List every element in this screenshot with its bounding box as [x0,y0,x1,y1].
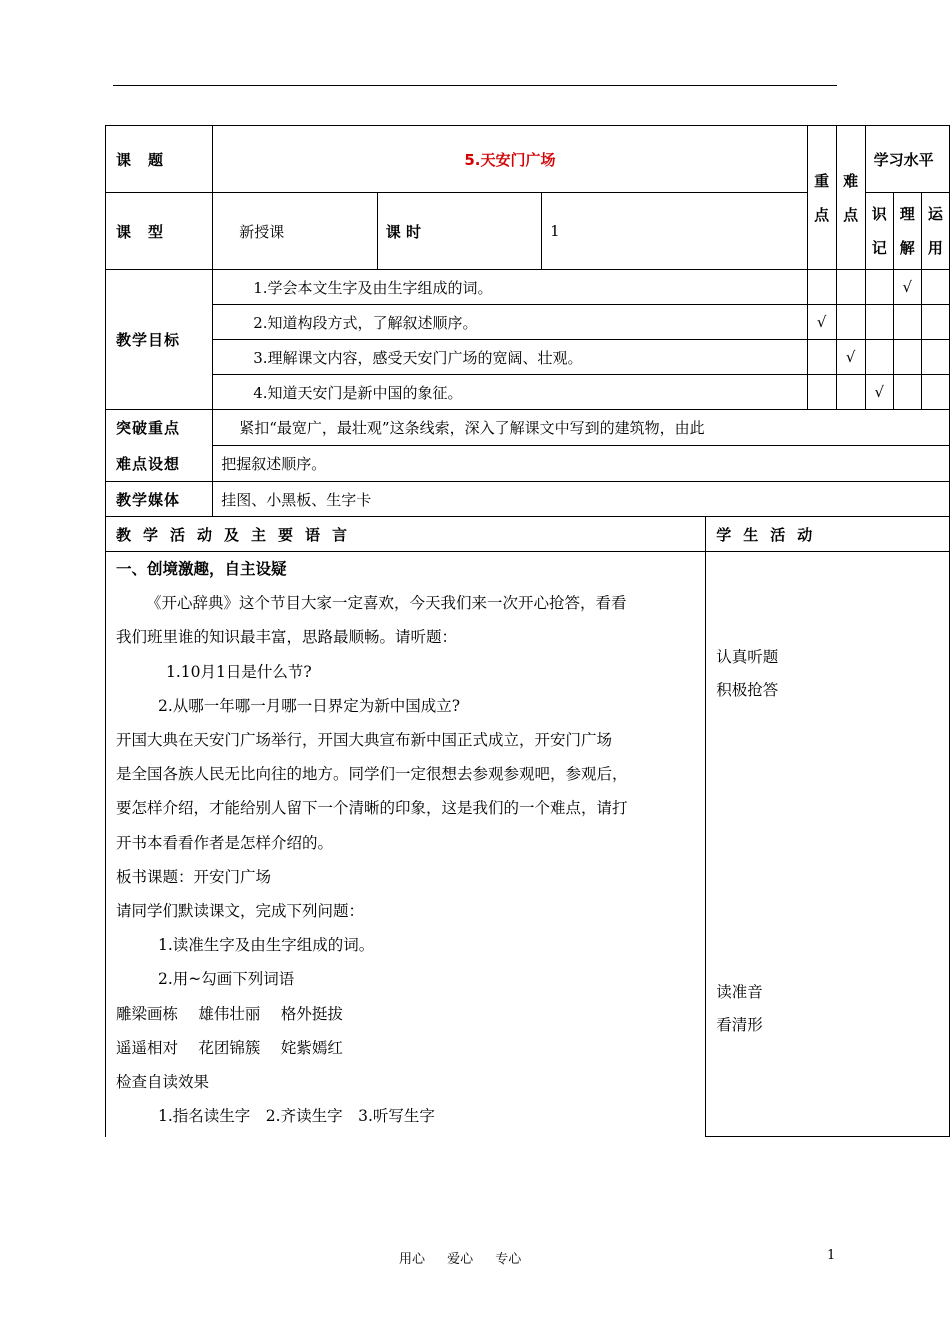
goal-1-mark-key [807,270,836,305]
text-line: 检查自读效果 [116,1073,210,1092]
header-rule [113,85,837,86]
task-1: 1.读准生字及由生字组成的词。 [158,936,375,955]
text-line: 开书本看看作者是怎样介绍的。 [116,833,334,852]
goal-3-mark-understand [893,340,921,375]
task-2: 2.用~勾画下列词语 [158,970,295,989]
text-line: 要怎样介绍，才能给别人留下一个清晰的印象，这是我们的一个难点，请打 [116,799,628,818]
goal-2-mark-key: √ [807,305,836,340]
goal-1-mark-memorize [865,270,893,305]
key-point-label: 重点 [814,171,830,224]
breakthrough-label-2: 难点设想 [106,446,213,482]
media-value: 挂图、小黑板、生字卡 [213,482,950,517]
goal-2-mark-memorize [865,305,893,340]
teacher-activity-content [106,552,706,1137]
goal-1-mark-apply [921,270,949,305]
goal-3-mark-apply [921,340,949,375]
level-header: 学习水平 [865,126,949,193]
breakthrough-line-1: 紧扣“最宽广，最壮观”这条线索，深入了解课文中写到的建筑物，由此 [213,410,950,446]
goal-2-mark-difficulty [836,305,865,340]
text-line: 是全国各族人民无比向往的地方。同学们一定很想去参观参观吧，参观后， [116,765,628,784]
period-value: 1 [542,193,808,270]
goal-4-mark-memorize: √ [865,375,893,410]
key-point-header [807,126,836,270]
goal-2: 2.知道构段方式，了解叙述顺序。 [213,305,807,340]
goal-4-mark-apply [921,375,949,410]
goal-3-mark-memorize [865,340,893,375]
goal-3-mark-key [807,340,836,375]
student-activity-2: 积极抢答 [716,681,779,699]
question-1: 1.10月1日是什么节? [166,662,312,681]
goal-4-mark-difficulty [836,375,865,410]
difficulty-header [836,126,865,270]
goal-1: 1.学会本文生字及由生字组成的词。 [213,270,807,305]
goal-1-mark-difficulty [836,270,865,305]
student-activity-1: 认真听题 [716,648,779,666]
word-line-1: 雕梁画栋 雄伟壮丽 格外挺拔 [116,1004,343,1023]
topic-label: 课 题 [106,126,213,193]
text-line: 请同学们默读课文，完成下列问题： [116,902,365,921]
footer-motto: 用心 爱心 专心 [399,1252,522,1267]
difficulty-label: 难点 [843,171,859,224]
goal-3-mark-difficulty: √ [836,340,865,375]
period-label: 课 时 [377,193,541,270]
level-understand: 理解 [893,193,921,270]
text-line: 开国大典在天安门广场举行，开国大典宣布新中国正式成立，开安门广场 [116,731,613,750]
goal-2-mark-understand [893,305,921,340]
goal-4-mark-key [807,375,836,410]
student-activity-content [706,552,950,1137]
goal-4-mark-understand [893,375,921,410]
check-items: 1.指名读生字 2.齐读生字 3.听写生字 [158,1107,435,1126]
type-value: 新授课 [213,193,378,270]
breakthrough-label-1: 突破重点 [106,410,213,446]
media-label: 教学媒体 [106,482,213,517]
level-apply: 运用 [921,193,949,270]
goal-4: 4.知道天安门是新中国的象征。 [213,375,807,410]
goals-label: 教学目标 [106,270,213,410]
text-line: 板书课题：开安门广场 [116,867,272,886]
student-activity-4: 看清形 [716,1016,763,1034]
breakthrough-line-2: 把握叙述顺序。 [213,446,950,482]
text-line: 我们班里谁的知识最丰富，思路最顺畅。请听题： [116,628,458,647]
page-number: 1 [827,1248,836,1263]
lesson-plan-table [105,125,950,1137]
text-line: 《开心辞典》这个节目大家一定喜欢，今天我们来一次开心抢答，看看 [146,594,627,613]
section-heading: 一、创境激趣，自主设疑 [116,560,287,578]
goal-1-mark-understand: √ [893,270,921,305]
level-memorize: 识记 [865,193,893,270]
student-activity-header: 学生活动 [706,517,950,552]
student-activity-3: 读准音 [716,983,763,1001]
word-line-2: 遥遥相对 花团锦簇 姹紫嫣红 [116,1038,343,1057]
goal-2-mark-apply [921,305,949,340]
question-2: 2.从哪一年哪一月哪一日界定为新中国成立? [158,696,461,715]
teacher-activity-header: 教学活动及主要语言 [106,517,706,552]
goal-3: 3.理解课文内容，感受天安门广场的宽阔、壮观。 [213,340,807,375]
lesson-title: 5.天安门广场 [213,126,807,193]
type-label: 课 型 [106,193,213,270]
